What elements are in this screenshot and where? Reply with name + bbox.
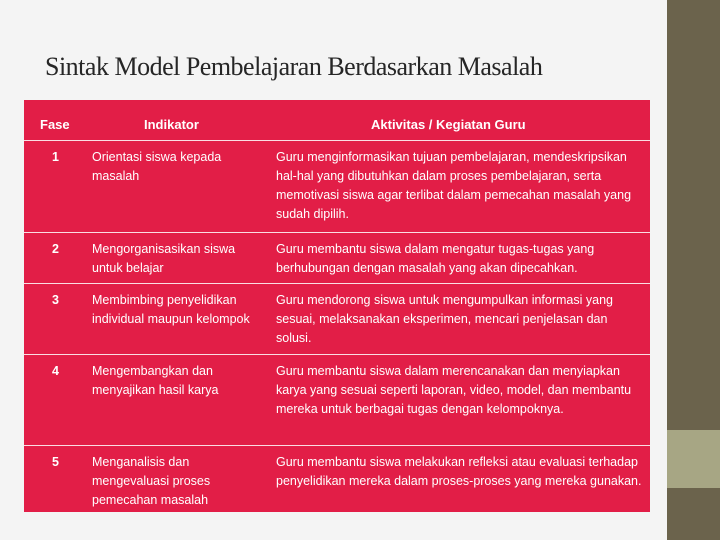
header-aktivitas: Aktivitas / Kegiatan Guru [371,117,526,132]
row-fase: 2 [52,242,59,256]
row-aktivitas: Guru menginformasikan tujuan pembelajaran, mendeskripsikan hal-hal yang dibutuhkan dalam proses pembelajaran, serta memotivasi siswa agar terlibat dalam pemecahan masalah yang sudah dipilih. [276,150,632,221]
row-fase: 4 [52,364,59,378]
row-indikator: Orientasi siswa kepada masalah [92,150,222,183]
sidebar-decoration-top [667,0,720,430]
table-header [24,100,650,141]
header-indikator: Indikator [144,117,199,132]
row-fase: 1 [52,150,59,164]
table-row [24,141,650,233]
syntax-table [24,100,650,512]
sidebar-decoration-accent [667,430,720,488]
row-indikator: Menganalisis dan mengevaluasi proses pemecahan masalah [92,455,211,507]
row-indikator: Mengembangkan dan menyajikan hasil karya [92,364,219,397]
table-row [24,233,650,284]
row-fase: 3 [52,293,59,307]
row-aktivitas: Guru membantu siswa dalam merencanakan dan menyiapkan karya yang sesuai seperti laporan, video, model, dan membantu mereka untuk berbagai tugas dengan kelompoknya. [276,364,632,416]
row-indikator: Mengorganisasikan siswa untuk belajar [92,242,236,275]
row-aktivitas: Guru membantu siswa melakukan refleksi atau evaluasi terhadap penyelidikan mereka dalam proses-proses yang mereka gunakan. [276,455,642,488]
table-row [24,446,650,512]
sidebar-decoration-bottom [667,488,720,540]
row-aktivitas: Guru mendorong siswa untuk mengumpulkan informasi yang sesuai, melaksanakan eksperimen, mencari penjelasan dan solusi. [276,293,613,345]
row-aktivitas: Guru membantu siswa dalam mengatur tugas-tugas yang berhubungan dengan masalah yang akan dipecahkan. [276,242,595,275]
table-row [24,284,650,355]
row-indikator: Membimbing penyelidikan individual maupun kelompok [92,293,250,326]
row-fase: 5 [52,455,59,469]
slide-title: Sintak Model Pembelajaran Berdasarkan Masalah [45,52,543,81]
table-row [24,355,650,446]
header-fase: Fase [40,117,70,132]
